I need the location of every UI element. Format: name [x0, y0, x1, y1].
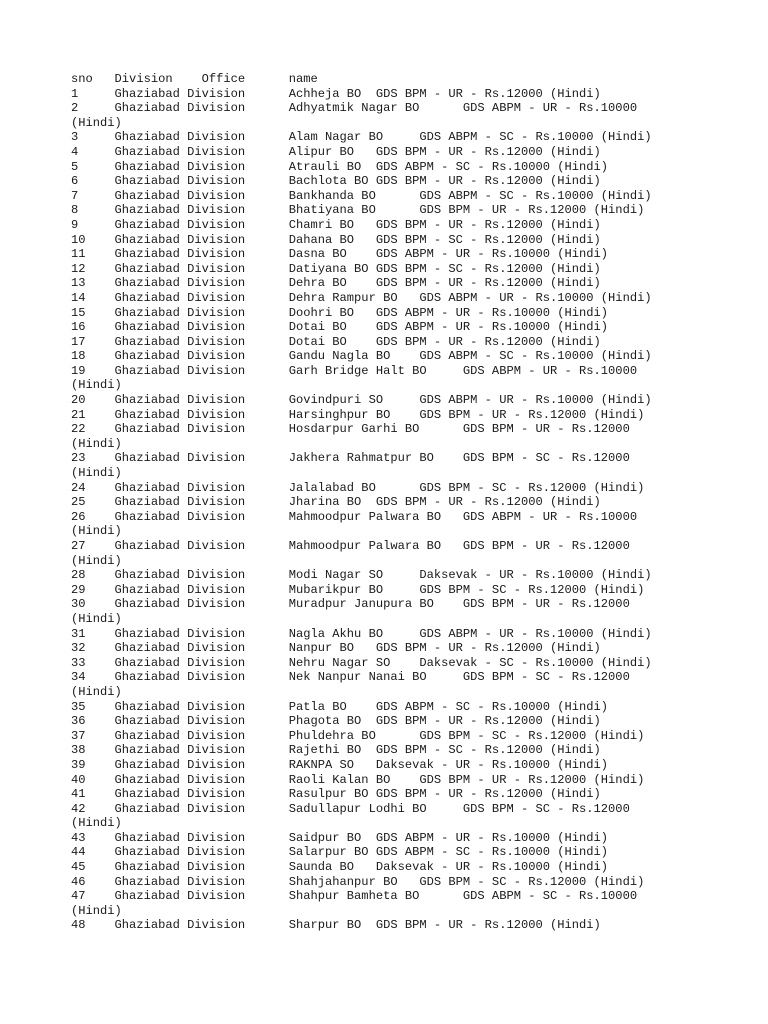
- document-line: (Hindi): [71, 903, 122, 918]
- document-line: (Hindi): [71, 378, 122, 393]
- document-line: 10 Ghaziabad Division Dahana BO GDS BPM - SC - Rs.12000 (Hindi): [71, 232, 601, 247]
- document-line: 11 Ghaziabad Division Dasna BO GDS ABPM - UR - Rs.10000 (Hindi): [71, 247, 609, 262]
- document-line: 37 Ghaziabad Division Phuldehra BO GDS BPM - SC - Rs.12000 (Hindi): [71, 728, 645, 743]
- document-line: 7 Ghaziabad Division Bankhanda BO GDS ABPM - SC - Rs.10000 (Hindi): [71, 188, 652, 203]
- document-line: 42 Ghaziabad Division Sadullapur Lodhi BO GDS BPM - SC - Rs.12000: [71, 801, 630, 816]
- document-line: 15 Ghaziabad Division Doohri BO GDS ABPM - UR - Rs.10000 (Hindi): [71, 305, 609, 320]
- document-line: 40 Ghaziabad Division Raoli Kalan BO GDS BPM - UR - Rs.12000 (Hindi): [71, 772, 645, 787]
- document-line: 26 Ghaziabad Division Mahmoodpur Palwara BO GDS ABPM - UR - Rs.10000: [71, 509, 638, 524]
- document-line: 13 Ghaziabad Division Dehra BO GDS BPM - UR - Rs.12000 (Hindi): [71, 276, 601, 291]
- document-line: 1 Ghaziabad Division Achheja BO GDS BPM - UR - Rs.12000 (Hindi): [71, 86, 601, 101]
- document-line: 20 Ghaziabad Division Govindpuri SO GDS ABPM - UR - Rs.10000 (Hindi): [71, 393, 652, 408]
- document-line: 33 Ghaziabad Division Nehru Nagar SO Daksevak - SC - Rs.10000 (Hindi): [71, 655, 652, 670]
- document-line: 47 Ghaziabad Division Shahpur Bamheta BO GDS ABPM - SC - Rs.10000: [71, 889, 638, 904]
- document-line: 36 Ghaziabad Division Phagota BO GDS BPM - UR - Rs.12000 (Hindi): [71, 714, 601, 729]
- document-line: 43 Ghaziabad Division Saidpur BO GDS ABPM - UR - Rs.10000 (Hindi): [71, 830, 609, 845]
- document-line: 39 Ghaziabad Division RAKNPA SO Daksevak - UR - Rs.10000 (Hindi): [71, 757, 609, 772]
- document-line: (Hindi): [71, 816, 122, 831]
- document-line: 6 Ghaziabad Division Bachlota BO GDS BPM - UR - Rs.12000 (Hindi): [71, 174, 601, 189]
- document-line: 46 Ghaziabad Division Shahjahanpur BO GDS BPM - SC - Rs.12000 (Hindi): [71, 874, 645, 889]
- document-line: 45 Ghaziabad Division Saunda BO Daksevak - UR - Rs.10000 (Hindi): [71, 860, 609, 875]
- document-line: 32 Ghaziabad Division Nanpur BO GDS BPM - UR - Rs.12000 (Hindi): [71, 641, 601, 656]
- document-line: (Hindi): [71, 524, 122, 539]
- document-line: 28 Ghaziabad Division Modi Nagar SO Daksevak - UR - Rs.10000 (Hindi): [71, 568, 652, 583]
- document-line: 34 Ghaziabad Division Nek Nanpur Nanai BO GDS BPM - SC - Rs.12000: [71, 670, 630, 685]
- document-line: 24 Ghaziabad Division Jalalabad BO GDS BPM - SC - Rs.12000 (Hindi): [71, 480, 645, 495]
- document-line: 9 Ghaziabad Division Chamri BO GDS BPM - UR - Rs.12000 (Hindi): [71, 217, 601, 232]
- document-line: 19 Ghaziabad Division Garh Bridge Halt BO GDS ABPM - UR - Rs.10000: [71, 363, 638, 378]
- document-line: 14 Ghaziabad Division Dehra Rampur BO GDS ABPM - UR - Rs.10000 (Hindi): [71, 290, 652, 305]
- document-line: 35 Ghaziabad Division Patla BO GDS ABPM - SC - Rs.10000 (Hindi): [71, 699, 609, 714]
- document-line: (Hindi): [71, 466, 122, 481]
- document-text: [71, 72, 652, 933]
- document-line: 21 Ghaziabad Division Harsinghpur BO GDS BPM - UR - Rs.12000 (Hindi): [71, 407, 645, 422]
- document-line: (Hindi): [71, 115, 122, 130]
- document-line: 5 Ghaziabad Division Atrauli BO GDS ABPM - SC - Rs.10000 (Hindi): [71, 159, 609, 174]
- document-line: 27 Ghaziabad Division Mahmoodpur Palwara BO GDS BPM - UR - Rs.12000: [71, 539, 630, 553]
- document-line: (Hindi): [71, 611, 122, 626]
- document-line: (Hindi): [71, 436, 122, 451]
- document-line: 17 Ghaziabad Division Dotai BO GDS BPM - UR - Rs.12000 (Hindi): [71, 334, 601, 349]
- document-line: 48 Ghaziabad Division Sharpur BO GDS BPM - UR - Rs.12000 (Hindi): [71, 918, 601, 933]
- document-line: 23 Ghaziabad Division Jakhera Rahmatpur BO GDS BPM - SC - Rs.12000: [71, 451, 630, 466]
- document-line: 4 Ghaziabad Division Alipur BO GDS BPM - UR - Rs.12000 (Hindi): [71, 144, 601, 159]
- document-line: 8 Ghaziabad Division Bhatiyana BO GDS BPM - UR - Rs.12000 (Hindi): [71, 203, 645, 218]
- document-line: (Hindi): [71, 684, 122, 699]
- document-line: (Hindi): [71, 553, 122, 568]
- document-line: 31 Ghaziabad Division Nagla Akhu BO GDS ABPM - UR - Rs.10000 (Hindi): [71, 626, 652, 641]
- document-line: 25 Ghaziabad Division Jharina BO GDS BPM - UR - Rs.12000 (Hindi): [71, 495, 601, 510]
- document-line: 12 Ghaziabad Division Datiyana BO GDS BPM - SC - Rs.12000 (Hindi): [71, 261, 601, 276]
- document-line: 44 Ghaziabad Division Salarpur BO GDS ABPM - SC - Rs.10000 (Hindi): [71, 845, 609, 860]
- document-line: 18 Ghaziabad Division Gandu Nagla BO GDS ABPM - SC - Rs.10000 (Hindi): [71, 349, 652, 364]
- document-line: 38 Ghaziabad Division Rajethi BO GDS BPM - SC - Rs.12000 (Hindi): [71, 743, 601, 758]
- document-line: sno Division Office name: [71, 72, 318, 86]
- document-line: 3 Ghaziabad Division Alam Nagar BO GDS ABPM - SC - Rs.10000 (Hindi): [71, 130, 652, 145]
- document-line: 30 Ghaziabad Division Muradpur Janupura BO GDS BPM - UR - Rs.12000: [71, 597, 630, 612]
- document-line: 22 Ghaziabad Division Hosdarpur Garhi BO GDS BPM - UR - Rs.12000: [71, 422, 630, 437]
- document-line: 16 Ghaziabad Division Dotai BO GDS ABPM - UR - Rs.10000 (Hindi): [71, 320, 609, 335]
- document-line: 2 Ghaziabad Division Adhyatmik Nagar BO GDS ABPM - UR - Rs.10000: [71, 101, 638, 116]
- document-line: 29 Ghaziabad Division Mubarikpur BO GDS BPM - SC - Rs.12000 (Hindi): [71, 582, 645, 597]
- document-line: 41 Ghaziabad Division Rasulpur BO GDS BPM - UR - Rs.12000 (Hindi): [71, 787, 601, 802]
